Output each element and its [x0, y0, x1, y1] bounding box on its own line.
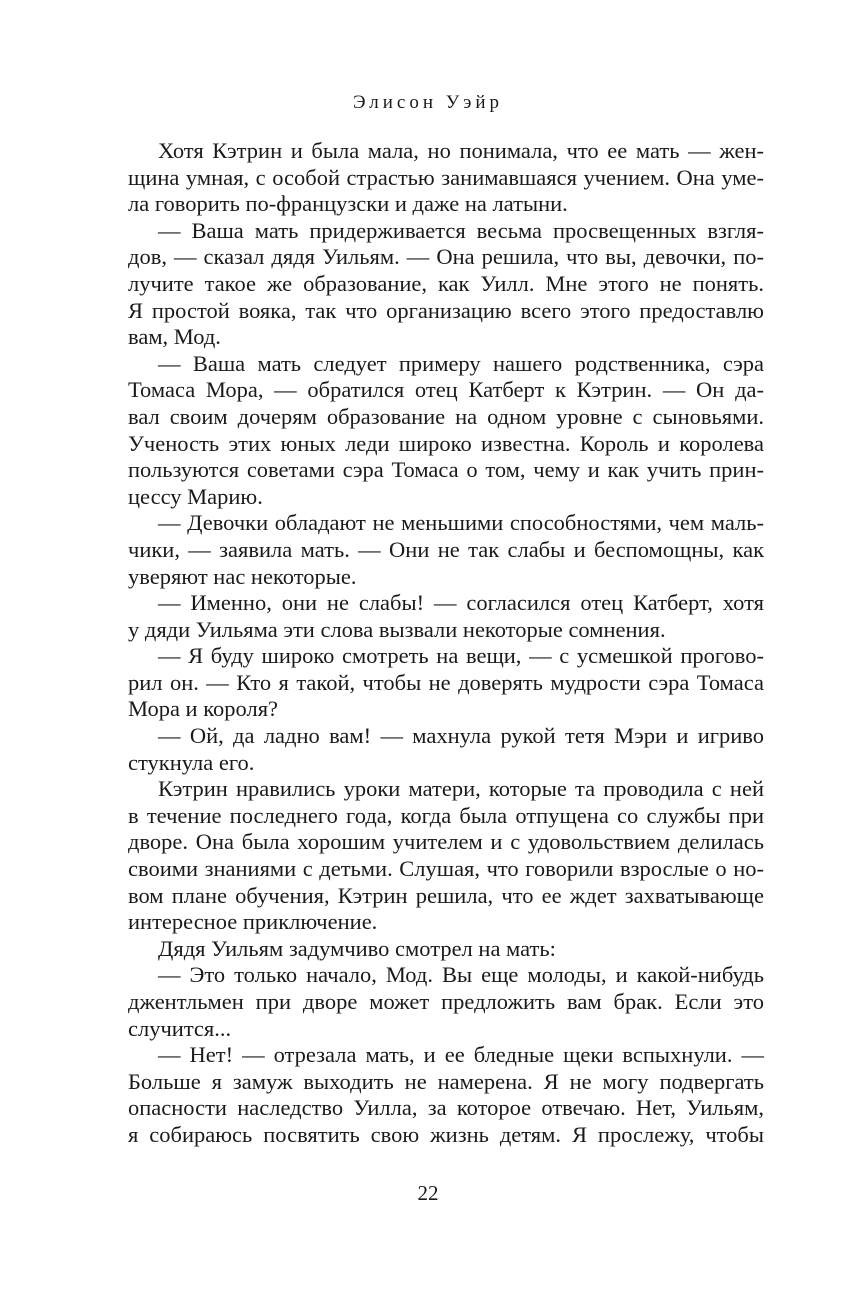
- text-line: опасности наследство Уилла, за которое отвечаю. Нет, Уильям,: [128, 1095, 764, 1121]
- text-line: джентльмен при дворе может предложить вам брак. Если это: [128, 989, 764, 1014]
- text-line: цессу Марию.: [128, 483, 263, 509]
- text-line: — Ваша мать следует примеру нашего родственника, сэра: [158, 350, 764, 376]
- text-line: я собираюсь посвятить свою жизнь детям. Я прослежу, чтобы: [128, 1121, 764, 1147]
- text-line: стукнула его.: [128, 749, 255, 775]
- text-line: — Девочки обладают не меньшими способностями, чем маль-: [158, 510, 764, 536]
- text-line: Кэтрин нравились уроки матери, которые та проводила с ней: [158, 776, 764, 802]
- text-line: — Именно, они не слабы! — согласился отец Катберт, хотя: [158, 590, 764, 616]
- text-line: дов, — сказал дядя Уильям. — Она решила, что вы, девочки, по-: [128, 244, 764, 270]
- text-line: у дяди Уильяма эти слова вызвали некоторые сомнения.: [128, 616, 666, 642]
- text-line: уверяют нас некоторые.: [128, 563, 357, 589]
- text-line: — Ваша мать придерживается весьма просвещенных взгля-: [158, 217, 764, 243]
- text-line: Томаса Мора, — обратился отец Катберт к Кэтрин. — Он да-: [128, 377, 764, 403]
- text-line: своими знаниями с детьми. Слушая, что говорили взрослые о но-: [128, 856, 764, 882]
- body-text: [128, 138, 764, 1149]
- text-line: щина умная, с особой страстью занимавшаяся учением. Она уме-: [128, 164, 764, 190]
- text-line: вал своим дочерям образование на одном уровне с сыновьями.: [128, 403, 764, 429]
- text-line: Больше я замуж выходить не намерена. Я не могу подвергать: [128, 1068, 764, 1094]
- text-line: ла говорить по-французски и даже на латыни.: [128, 191, 568, 217]
- page-number: 22: [417, 1181, 439, 1205]
- text-line: лучите такое же образование, как Уилл. Мне этого не понять.: [128, 270, 764, 296]
- text-line: — Ой, да ладно вам! — махнула рукой тетя Мэри и игриво: [158, 723, 764, 749]
- text-line: вам, Мод.: [128, 324, 221, 350]
- text-line: чики, — заявила мать. — Они не так слабы и беспомощны, как: [128, 536, 764, 562]
- text-line: — Это только начало, Мод. Вы еще молоды, и какой-нибудь: [158, 962, 764, 988]
- text-line: Ученость этих юных леди широко известна. Король и королева: [128, 430, 764, 456]
- text-line: Дядя Уильям задумчиво смотрел на мать:: [158, 935, 556, 961]
- text-line: Хотя Кэтрин и была мала, но понимала, что ее мать — жен-: [158, 138, 764, 163]
- text-line: в течение последнего года, когда была отпущена со службы при: [128, 802, 764, 828]
- running-head: Элисон Уэйр: [352, 92, 504, 113]
- text-line: дворе. Она была хорошим учителем и с удовольствием делилась: [128, 829, 764, 855]
- text-line: — Я буду широко смотреть на вещи, — с усмешкой прогово-: [158, 643, 764, 669]
- text-line: интересное приключение.: [128, 909, 378, 935]
- text-line: пользуются советами сэра Томаса о том, чему и как учить прин-: [128, 457, 764, 483]
- text-line: рил он. — Кто я такой, чтобы не доверять мудрости сэра Томаса: [128, 669, 764, 695]
- text-line: Я простой вояка, так что организацию всего этого предоставлю: [128, 297, 764, 323]
- text-line: — Нет! — отрезала мать, и ее бледные щеки вспыхнули. —: [158, 1042, 764, 1068]
- text-line: случится...: [128, 1015, 232, 1041]
- text-line: вом плане обучения, Кэтрин решила, что ее ждет захватывающе: [128, 882, 764, 908]
- text-line: Мора и короля?: [128, 696, 279, 722]
